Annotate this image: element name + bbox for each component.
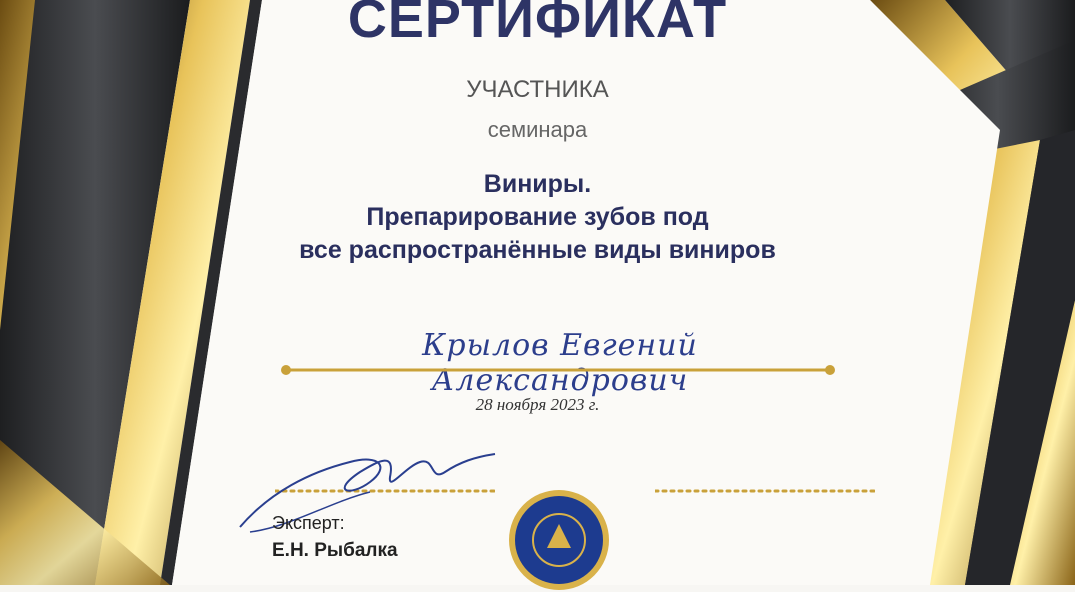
topic-line-2: Препарирование зубов под bbox=[366, 203, 709, 231]
topic-line-3: все распространённые виды виниров bbox=[299, 236, 776, 264]
participant-name: Крылов Евгений Александрович bbox=[422, 328, 698, 398]
expert-name: Е.Н. Рыбалка bbox=[272, 540, 398, 561]
certificate-date: 28 ноября 2023 г. bbox=[475, 395, 600, 414]
topic-line-1: Виниры. bbox=[483, 170, 592, 198]
right-dotted-line bbox=[655, 486, 875, 496]
company-seal-icon bbox=[507, 488, 611, 592]
event-type: семинара bbox=[487, 117, 588, 142]
certificate-subtitle: УЧАСТНИКА bbox=[466, 76, 609, 103]
certificate-title: СЕРТИФИКАТ bbox=[347, 0, 728, 49]
name-underline bbox=[278, 360, 838, 380]
expert-label: Эксперт: bbox=[272, 513, 345, 533]
